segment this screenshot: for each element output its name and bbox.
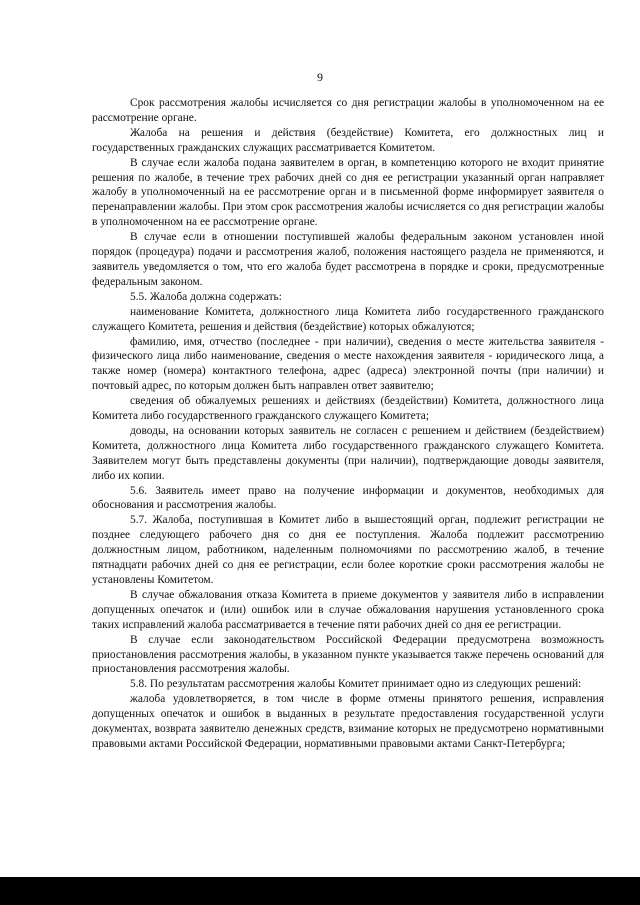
list-paragraph: жалоба удовлетворяется, в том числе в форме отмены принятого решения, исправления допущенных опечаток и ошибок в выданных в результате предоставления государственной услуги документах, возврата заявителю денежных средств, взимание которых не предусмотрено нормативными правовыми актами Российской Федерации, нормативными правовыми актами Санкт-Петербурга; xyxy=(92,693,604,750)
list-paragraph: доводы, на основании которых заявитель не согласен с решением и действием (бездействием) Комитета, должностного лица Комитета либо государственного гражданского служащего Комитета. Заявителем могут быть представлены документы (при наличии), подтверждающие доводы заявителя, либо их копии. xyxy=(92,424,604,482)
scan-border xyxy=(0,877,640,905)
list-paragraph: сведения об обжалуемых решениях и действиях (бездействии) Комитета, должностного лица Комитета либо государственного гражданского служащего Комитета; xyxy=(92,395,604,423)
document-body xyxy=(92,96,604,752)
paragraph: В случае если законодательством Российской Федерации предусмотрена возможность приостановления рассмотрения жалобы, в указанном пункте указывается также перечень оснований для приостановления рассмотрения жалобы. xyxy=(92,633,604,676)
list-paragraph: фамилию, имя, отчество (последнее - при наличии), сведения о месте жительства заявителя - физического лица либо наименование, сведения о месте нахождения заявителя - юридического лица, а также номер (номера) контактного телефона, адрес (адреса) электронной почты (при наличии) и почтовый адрес, по которым должен быть направлен ответ заявителю; xyxy=(92,335,604,393)
page-number: 9 xyxy=(317,70,323,84)
paragraph: В случае обжалования отказа Комитета в приеме документов у заявителя либо в исправлении допущенных опечаток и (или) ошибок или в случае обжалования нарушения установленного срока таких исправлений жалоба рассматривается в течение пяти рабочих дней со дня ее регистрации. xyxy=(92,588,604,631)
paragraph: В случае если в отношении поступившей жалобы федеральным законом установлен иной порядок (процедура) подачи и рассмотрения жалоб, положения настоящего раздела не применяются, и заявитель уведомляется о том, что его жалоба будет рассмотрена в порядке и сроки, предусмотренные федеральным законом. xyxy=(92,231,604,288)
section-5-7: 5.7. Жалоба, поступившая в Комитет либо в вышестоящий орган, подлежит регистрации не позднее следующего рабочего дня со дня ее поступления. Жалоба подлежит рассмотрению должностным лицом, работником, наделенным полномочиями по рассмотрению жалоб, в течение пятнадцати рабочих дней со дня ее регистрации, если более короткие сроки рассмотрения жалобы не установлены Комитетом. xyxy=(92,514,604,586)
paragraph: Жалоба на решения и действия (бездействие) Комитета, его должностных лиц и государственных гражданских служащих рассматривается Комитетом. xyxy=(92,126,604,154)
list-paragraph: наименование Комитета, должностного лица Комитета либо государственного гражданского служащего Комитета, решения и действия (бездействие) которых обжалуются; xyxy=(92,305,604,333)
section-heading-5-5: 5.5. Жалоба должна содержать: xyxy=(130,290,282,303)
paragraph: Срок рассмотрения жалобы исчисляется со дня регистрации жалобы в уполномоченном на ее рассмотрение органе. xyxy=(92,97,604,124)
paragraph: В случае если жалоба подана заявителем в орган, в компетенцию которого не входит принятие решения по жалобе, в течение трех рабочих дней со дня ее регистрации указанный орган направляет жалобу в уполномоченный на ее рассмотрение орган и в письменной форме информирует заявителя о перенаправлении жалобы. При этом срок рассмотрения жалобы исчисляется со дня регистрации жалобы в уполномоченном на ее рассмотрение органе. xyxy=(92,156,604,229)
section-5-6: 5.6. Заявитель имеет право на получение информации и документов, необходимых для обоснования и рассмотрения жалобы. xyxy=(92,484,604,512)
section-5-8: 5.8. По результатам рассмотрения жалобы Комитет принимает одно из следующих решений: xyxy=(130,678,582,691)
